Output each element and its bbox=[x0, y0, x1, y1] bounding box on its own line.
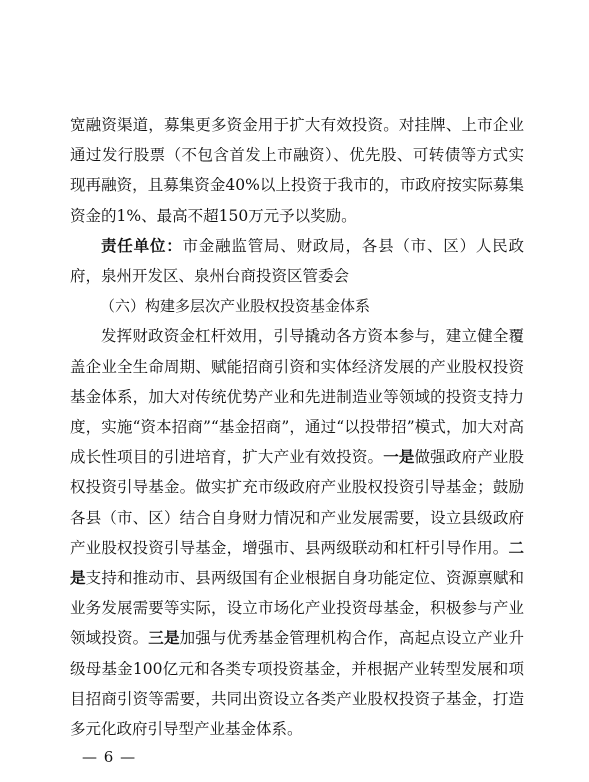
paragraph-fund-intro: 发挥财政资金杠杆效用，引导撬动各方资本参与，建立健全覆盖企业全生命周期、赋能招商引资和实体经济发展的产业股权投资基金体系，加大对传统优势产业和先进制造业等领域的投资支持力度，实施“资本招商”“基金招商”，通过“以投带招”模式，加大对高成长性项目的引进培育，扩大产业有效投资。 bbox=[70, 327, 524, 467]
paragraph-fund-system bbox=[70, 321, 524, 744]
responsible-units-label: 责任单位： bbox=[101, 235, 183, 255]
page-number: — 6 — bbox=[82, 748, 137, 766]
responsible-units bbox=[70, 231, 524, 291]
point-one-label: 一是 bbox=[383, 447, 415, 467]
paragraph-reward: 宽融资渠道，募集更多资金用于扩大有效投资。对挂牌、上市企业通过发行股票（不包含首发上市融资）、优先股、可转债等方式实现再融资，且募集资金40%以上投资于我市的，市政府按实际募集资金的1%、最高不超150万元予以奖励。 bbox=[70, 116, 524, 225]
point-two-label: 二是 bbox=[70, 537, 524, 588]
responsible-units-text: 市金融监管局、财政局，各县（市、区）人民政府，泉州开发区、泉州台商投资区管委会 bbox=[70, 236, 524, 286]
section-heading: （六）构建多层次产业股权投资基金体系 bbox=[100, 297, 371, 316]
document-body bbox=[70, 110, 524, 744]
point-two-text: 支持和推动市、县两级国有企业根据自身功能定位、资源禀赋和业务发展需要等实际，设立市场化产业投资母基金，积极参与产业领域投资。 bbox=[70, 569, 524, 648]
point-three-text: 加强与优秀基金管理机构合作，高起点设立产业升级母基金100亿元和各类专项投资基金，并根据产业转型发展和项目招商引资等需要，共同出资设立各类产业股权投资子基金，打造多元化政府引导型产业基金体系。 bbox=[70, 629, 524, 739]
point-one-text: 做强政府产业股权投资引导基金。做实扩充市级政府产业股权投资引导基金；鼓励各县（市、区）结合自身财力情况和产业发展需要，设立县级政府产业股权投资引导基金，增强市、县两级联动和杠杆引导作用。 bbox=[70, 448, 524, 557]
point-three-label: 三是 bbox=[148, 628, 180, 648]
